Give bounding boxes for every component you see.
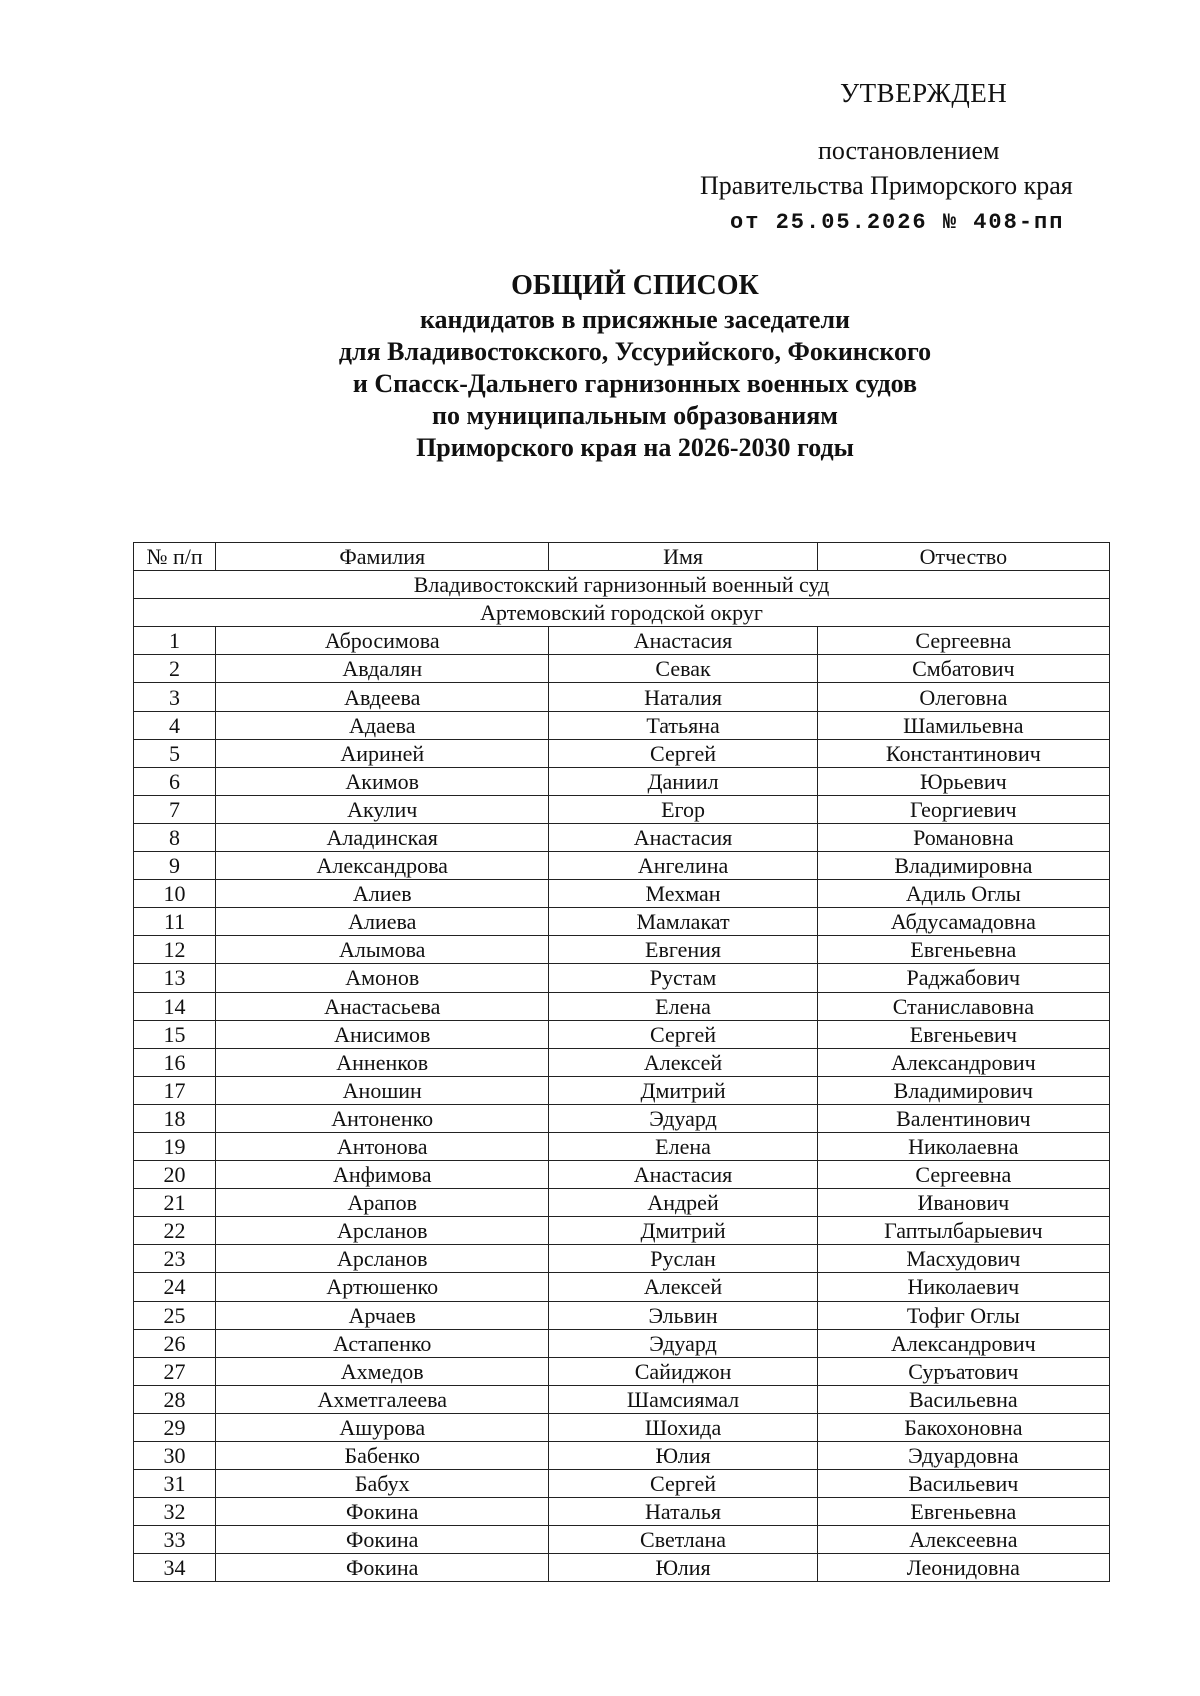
first-name: Дмитрий xyxy=(549,1076,817,1104)
first-name: Евгения xyxy=(549,936,817,964)
patronymic: Юрьевич xyxy=(817,767,1109,795)
row-number: 17 xyxy=(134,1076,216,1104)
patronymic: Суръатович xyxy=(817,1357,1109,1385)
first-name: Татьяна xyxy=(549,711,817,739)
patronymic: Леонидовна xyxy=(817,1554,1109,1582)
row-number: 14 xyxy=(134,992,216,1020)
row-number: 30 xyxy=(134,1442,216,1470)
last-name: Абросимова xyxy=(216,627,549,655)
first-name: Алексей xyxy=(549,1048,817,1076)
patronymic: Иванович xyxy=(817,1189,1109,1217)
row-number: 1 xyxy=(134,627,216,655)
row-number: 26 xyxy=(134,1329,216,1357)
table-row xyxy=(134,1104,1110,1132)
last-name: Фокина xyxy=(216,1498,549,1526)
patronymic: Шамильевна xyxy=(817,711,1109,739)
table-row xyxy=(134,683,1110,711)
district-name: Артемовский городской округ xyxy=(134,599,1110,627)
table-row xyxy=(134,1020,1110,1048)
first-name: Дмитрий xyxy=(549,1217,817,1245)
row-number: 11 xyxy=(134,908,216,936)
patronymic: Тофиг Оглы xyxy=(817,1301,1109,1329)
last-name: Ахмедов xyxy=(216,1357,549,1385)
first-name: Севак xyxy=(549,655,817,683)
first-name: Сайиджон xyxy=(549,1357,817,1385)
last-name: Амонов xyxy=(216,964,549,992)
table-row xyxy=(134,852,1110,880)
first-name: Алексей xyxy=(549,1273,817,1301)
row-number: 9 xyxy=(134,852,216,880)
table-row xyxy=(134,936,1110,964)
header-number: № п/п xyxy=(134,543,216,571)
first-name: Рустам xyxy=(549,964,817,992)
first-name: Руслан xyxy=(549,1245,817,1273)
row-number: 27 xyxy=(134,1357,216,1385)
court-row xyxy=(134,571,1110,599)
first-name: Шохида xyxy=(549,1413,817,1441)
heading-line: кандидатов в присяжные заседатели xyxy=(419,305,851,334)
patronymic: Алексеевна xyxy=(817,1526,1109,1554)
table-row xyxy=(134,1245,1110,1273)
table-row xyxy=(134,1076,1110,1104)
header-first-name: Имя xyxy=(549,543,817,571)
table-header-row xyxy=(134,543,1110,571)
court-name: Владивостокский гарнизонный военный суд xyxy=(134,571,1110,599)
row-number: 18 xyxy=(134,1104,216,1132)
last-name: Анастасьева xyxy=(216,992,549,1020)
first-name: Юлия xyxy=(549,1442,817,1470)
row-number: 4 xyxy=(134,711,216,739)
table-row xyxy=(134,1273,1110,1301)
table-row xyxy=(134,1189,1110,1217)
last-name: Анфимова xyxy=(216,1161,549,1189)
patronymic: Раджабович xyxy=(817,964,1109,992)
row-number: 29 xyxy=(134,1413,216,1441)
last-name: Алиев xyxy=(216,880,549,908)
patronymic: Евгеньевич xyxy=(817,1020,1109,1048)
patronymic: Николаевна xyxy=(817,1132,1109,1160)
last-name: Арсланов xyxy=(216,1245,549,1273)
last-name: Ахметгалеева xyxy=(216,1385,549,1413)
last-name: Анисимов xyxy=(216,1020,549,1048)
patronymic: Станиславовна xyxy=(817,992,1109,1020)
table-row xyxy=(134,1357,1110,1385)
table-row xyxy=(134,1470,1110,1498)
patronymic: Бакохоновна xyxy=(817,1413,1109,1441)
table-row xyxy=(134,795,1110,823)
table-row xyxy=(134,1329,1110,1357)
patronymic: Васильевич xyxy=(817,1470,1109,1498)
last-name: Аношин xyxy=(216,1076,549,1104)
patronymic: Смбатович xyxy=(817,655,1109,683)
row-number: 33 xyxy=(134,1526,216,1554)
patronymic: Владимировна xyxy=(817,852,1109,880)
last-name: Акимов xyxy=(216,767,549,795)
row-number: 12 xyxy=(134,936,216,964)
row-number: 23 xyxy=(134,1245,216,1273)
table-row xyxy=(134,964,1110,992)
patronymic: Васильевна xyxy=(817,1385,1109,1413)
approval-line-1: постановлением xyxy=(818,136,1000,165)
row-number: 21 xyxy=(134,1189,216,1217)
last-name: Арчаев xyxy=(216,1301,549,1329)
table-row xyxy=(134,1498,1110,1526)
patronymic: Олеговна xyxy=(817,683,1109,711)
last-name: Акулич xyxy=(216,795,549,823)
row-number: 32 xyxy=(134,1498,216,1526)
first-name: Юлия xyxy=(549,1554,817,1582)
first-name: Анастасия xyxy=(549,1161,817,1189)
last-name: Астапенко xyxy=(216,1329,549,1357)
last-name: Фокина xyxy=(216,1526,549,1554)
first-name: Егор xyxy=(549,795,817,823)
row-number: 8 xyxy=(134,823,216,851)
table-row xyxy=(134,823,1110,851)
patronymic: Сергеевна xyxy=(817,1161,1109,1189)
last-name: Адаева xyxy=(216,711,549,739)
first-name: Эдуард xyxy=(549,1104,817,1132)
first-name: Мехман xyxy=(549,880,817,908)
first-name: Наталия xyxy=(549,683,817,711)
table-row xyxy=(134,767,1110,795)
first-name: Ангелина xyxy=(549,852,817,880)
last-name: Антоненко xyxy=(216,1104,549,1132)
last-name: Фокина xyxy=(216,1554,549,1582)
last-name: Алымова xyxy=(216,936,549,964)
table-row xyxy=(134,739,1110,767)
patronymic: Романовна xyxy=(817,823,1109,851)
row-number: 16 xyxy=(134,1048,216,1076)
table-row xyxy=(134,711,1110,739)
row-number: 22 xyxy=(134,1217,216,1245)
header-patronymic: Отчество xyxy=(817,543,1109,571)
patronymic: Валентинович xyxy=(817,1104,1109,1132)
table-row xyxy=(134,1442,1110,1470)
first-name: Светлана xyxy=(549,1526,817,1554)
first-name: Елена xyxy=(549,992,817,1020)
table-row xyxy=(134,1413,1110,1441)
row-number: 5 xyxy=(134,739,216,767)
row-number: 31 xyxy=(134,1470,216,1498)
table-row xyxy=(134,1132,1110,1160)
last-name: Бабух xyxy=(216,1470,549,1498)
patronymic: Масхудович xyxy=(817,1245,1109,1273)
table-row xyxy=(134,1217,1110,1245)
first-name: Мамлакат xyxy=(549,908,817,936)
table-row xyxy=(134,627,1110,655)
heading-line: и Спасск-Дальнего гарнизонных военных судов xyxy=(352,369,918,398)
row-number: 20 xyxy=(134,1161,216,1189)
first-name: Даниил xyxy=(549,767,817,795)
patronymic: Александрович xyxy=(817,1329,1109,1357)
row-number: 19 xyxy=(134,1132,216,1160)
candidates-table xyxy=(133,542,1110,1582)
table-row xyxy=(134,1526,1110,1554)
row-number: 24 xyxy=(134,1273,216,1301)
last-name: Анненков xyxy=(216,1048,549,1076)
last-name: Алиева xyxy=(216,908,549,936)
patronymic: Эдуардовна xyxy=(817,1442,1109,1470)
row-number: 13 xyxy=(134,964,216,992)
first-name: Анастасия xyxy=(549,823,817,851)
last-name: Аладинская xyxy=(216,823,549,851)
patronymic: Георгиевич xyxy=(817,795,1109,823)
last-name: Бабенко xyxy=(216,1442,549,1470)
last-name: Артюшенко xyxy=(216,1273,549,1301)
last-name: Аириней xyxy=(216,739,549,767)
first-name: Анастасия xyxy=(549,627,817,655)
last-name: Александрова xyxy=(216,852,549,880)
patronymic: Евгеньевна xyxy=(817,1498,1109,1526)
approval-title: УТВЕРЖДЕН xyxy=(840,78,1008,108)
document-heading xyxy=(0,268,1200,464)
first-name: Сергей xyxy=(549,1020,817,1048)
patronymic: Абдусамадовна xyxy=(817,908,1109,936)
first-name: Андрей xyxy=(549,1189,817,1217)
last-name: Антонова xyxy=(216,1132,549,1160)
last-name: Арсланов xyxy=(216,1217,549,1245)
row-number: 28 xyxy=(134,1385,216,1413)
first-name: Елена xyxy=(549,1132,817,1160)
row-number: 15 xyxy=(134,1020,216,1048)
table-row xyxy=(134,1301,1110,1329)
document-title: ОБЩИЙ СПИСОК xyxy=(511,270,759,301)
row-number: 7 xyxy=(134,795,216,823)
patronymic: Гаптылбарыевич xyxy=(817,1217,1109,1245)
row-number: 6 xyxy=(134,767,216,795)
heading-line: Приморского края на 2026-2030 годы xyxy=(416,433,854,462)
last-name: Авдеева xyxy=(216,683,549,711)
table-row xyxy=(134,655,1110,683)
table-row xyxy=(134,908,1110,936)
approval-date: от 25.05.2026 № 408-пп xyxy=(730,210,1065,235)
row-number: 3 xyxy=(134,683,216,711)
last-name: Авдалян xyxy=(216,655,549,683)
patronymic: Константинович xyxy=(817,739,1109,767)
first-name: Наталья xyxy=(549,1498,817,1526)
row-number: 2 xyxy=(134,655,216,683)
header-last-name: Фамилия xyxy=(216,543,549,571)
heading-line: для Владивостокского, Уссурийского, Фокинского xyxy=(338,337,932,366)
approval-line-2: Правительства Приморского края xyxy=(700,171,1073,200)
heading-line: по муниципальным образованиям xyxy=(431,401,839,430)
last-name: Арапов xyxy=(216,1189,549,1217)
table-row xyxy=(134,1048,1110,1076)
row-number: 10 xyxy=(134,880,216,908)
first-name: Эдуард xyxy=(549,1329,817,1357)
last-name: Ашурова xyxy=(216,1413,549,1441)
patronymic: Александрович xyxy=(817,1048,1109,1076)
patronymic: Сергеевна xyxy=(817,627,1109,655)
district-row xyxy=(134,599,1110,627)
first-name: Шамсиямал xyxy=(549,1385,817,1413)
row-number: 25 xyxy=(134,1301,216,1329)
patronymic: Адиль Оглы xyxy=(817,880,1109,908)
table-row xyxy=(134,1161,1110,1189)
patronymic: Евгеньевна xyxy=(817,936,1109,964)
table-row xyxy=(134,992,1110,1020)
first-name: Сергей xyxy=(549,1470,817,1498)
table-row xyxy=(134,1385,1110,1413)
table-row xyxy=(134,880,1110,908)
patronymic: Николаевич xyxy=(817,1273,1109,1301)
row-number: 34 xyxy=(134,1554,216,1582)
first-name: Сергей xyxy=(549,739,817,767)
table-row xyxy=(134,1554,1110,1582)
patronymic: Владимирович xyxy=(817,1076,1109,1104)
first-name: Эльвин xyxy=(549,1301,817,1329)
